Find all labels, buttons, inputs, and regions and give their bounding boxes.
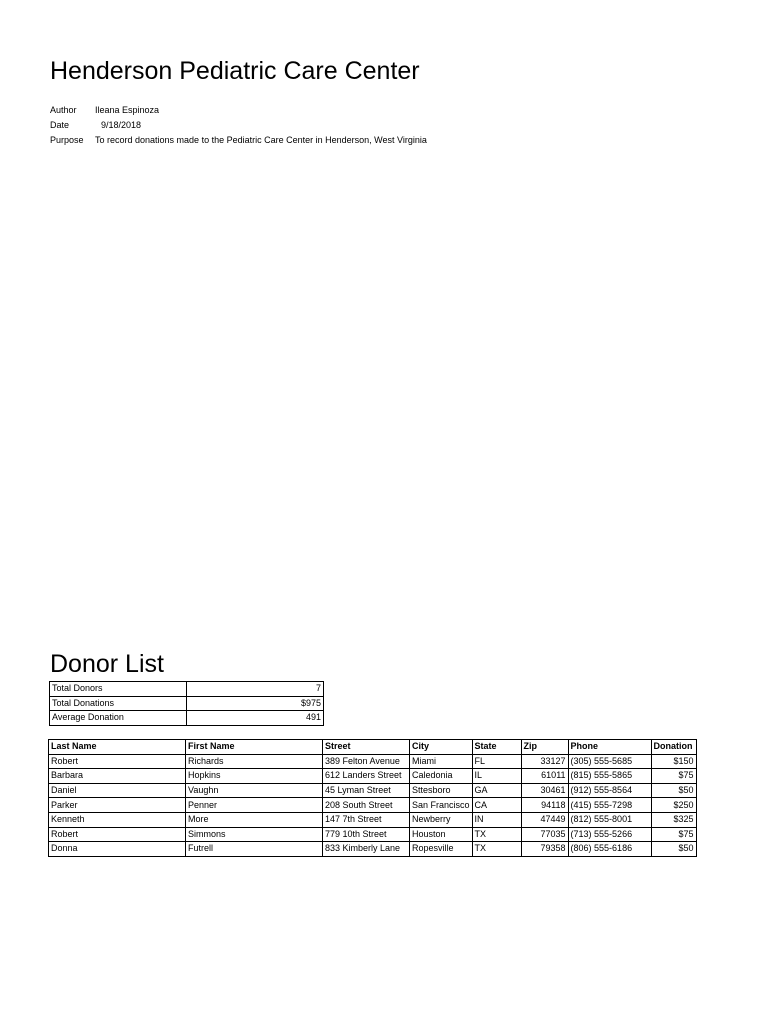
author-value: Ileana Espinoza: [95, 105, 160, 115]
cell-phone[interactable]: (713) 555-5266: [568, 827, 651, 842]
column-header-zip[interactable]: Zip: [521, 740, 568, 755]
date-value: 9/18/2018: [101, 120, 142, 130]
cell-last-name[interactable]: Barbara: [49, 769, 186, 784]
cell-city[interactable]: Caledonia: [410, 769, 473, 784]
cell-state[interactable]: GA: [472, 783, 521, 798]
cell-city[interactable]: Newberry: [410, 812, 473, 827]
cell-first-name[interactable]: Futrell: [186, 842, 323, 857]
cell-last-name[interactable]: Donna: [49, 842, 186, 857]
donor-table-body: [49, 754, 697, 856]
date-label: Date: [50, 120, 70, 130]
cell-street[interactable]: 208 South Street: [323, 798, 410, 813]
document-title: Henderson Pediatric Care Center: [50, 57, 420, 85]
cell-city[interactable]: San Francisco: [410, 798, 473, 813]
cell-phone[interactable]: (305) 555-5685: [568, 754, 651, 769]
cell-zip[interactable]: 47449: [521, 812, 568, 827]
cell-last-name[interactable]: Robert: [49, 827, 186, 842]
column-header-state[interactable]: State: [472, 740, 521, 755]
table-row: [49, 783, 697, 798]
table-row: [49, 827, 697, 842]
cell-street[interactable]: 147 7th Street: [323, 812, 410, 827]
column-header-first-name[interactable]: First Name: [186, 740, 323, 755]
cell-donation[interactable]: $325: [651, 812, 696, 827]
cell-donation[interactable]: $75: [651, 769, 696, 784]
purpose-row: [50, 133, 427, 148]
cell-state[interactable]: CA: [472, 798, 521, 813]
column-header-donation[interactable]: Donation: [651, 740, 696, 755]
cell-state[interactable]: TX: [472, 827, 521, 842]
cell-donation[interactable]: $50: [651, 783, 696, 798]
cell-city[interactable]: Houston: [410, 827, 473, 842]
cell-donation[interactable]: $75: [651, 827, 696, 842]
column-header-phone[interactable]: Phone: [568, 740, 651, 755]
cell-donation[interactable]: $250: [651, 798, 696, 813]
column-header-city[interactable]: City: [410, 740, 473, 755]
cell-zip[interactable]: 77035: [521, 827, 568, 842]
author-label: Author: [50, 105, 77, 115]
summary-row: [50, 696, 324, 711]
cell-first-name[interactable]: Richards: [186, 754, 323, 769]
cell-state[interactable]: TX: [472, 842, 521, 857]
purpose-label: Purpose: [50, 135, 84, 145]
summary-label[interactable]: Average Donation: [50, 711, 187, 726]
author-row: [50, 103, 427, 118]
cell-first-name[interactable]: Simmons: [186, 827, 323, 842]
cell-donation[interactable]: $150: [651, 754, 696, 769]
cell-first-name[interactable]: Penner: [186, 798, 323, 813]
donor-table-header-row: [49, 740, 697, 755]
cell-street[interactable]: 833 Kimberly Lane: [323, 842, 410, 857]
donor-list-title: Donor List: [50, 650, 164, 678]
purpose-value: To record donations made to the Pediatric Care Center in Henderson, West Virginia: [95, 135, 427, 145]
cell-zip[interactable]: 30461: [521, 783, 568, 798]
cell-zip[interactable]: 61011: [521, 769, 568, 784]
summary-row: [50, 682, 324, 697]
column-header-last-name[interactable]: Last Name: [49, 740, 186, 755]
cell-phone[interactable]: (912) 555-8564: [568, 783, 651, 798]
table-row: [49, 812, 697, 827]
cell-phone[interactable]: (806) 555-6186: [568, 842, 651, 857]
date-row: [50, 118, 427, 133]
summary-label[interactable]: Total Donors: [50, 682, 187, 697]
summary-value[interactable]: 7: [187, 682, 324, 697]
column-header-street[interactable]: Street: [323, 740, 410, 755]
summary-table: [49, 681, 324, 726]
cell-city[interactable]: Sttesboro: [410, 783, 473, 798]
table-row: [49, 798, 697, 813]
cell-first-name[interactable]: More: [186, 812, 323, 827]
summary-value[interactable]: 491: [187, 711, 324, 726]
cell-last-name[interactable]: Robert: [49, 754, 186, 769]
cell-state[interactable]: IN: [472, 812, 521, 827]
table-row: [49, 842, 697, 857]
cell-last-name[interactable]: Kenneth: [49, 812, 186, 827]
donor-table: [48, 739, 697, 857]
summary-body: [50, 682, 324, 726]
cell-street[interactable]: 612 Landers Street: [323, 769, 410, 784]
summary-value[interactable]: $975: [187, 696, 324, 711]
cell-city[interactable]: Miami: [410, 754, 473, 769]
cell-street[interactable]: 779 10th Street: [323, 827, 410, 842]
cell-phone[interactable]: (415) 555-7298: [568, 798, 651, 813]
document-metadata: [50, 103, 427, 148]
summary-label[interactable]: Total Donations: [50, 696, 187, 711]
cell-phone[interactable]: (815) 555-5865: [568, 769, 651, 784]
summary-row: [50, 711, 324, 726]
cell-donation[interactable]: $50: [651, 842, 696, 857]
table-row: [49, 769, 697, 784]
cell-state[interactable]: IL: [472, 769, 521, 784]
cell-zip[interactable]: 33127: [521, 754, 568, 769]
cell-first-name[interactable]: Vaughn: [186, 783, 323, 798]
cell-last-name[interactable]: Parker: [49, 798, 186, 813]
cell-street[interactable]: 389 Felton Avenue: [323, 754, 410, 769]
table-row: [49, 754, 697, 769]
cell-city[interactable]: Ropesville: [410, 842, 473, 857]
cell-zip[interactable]: 94118: [521, 798, 568, 813]
cell-state[interactable]: FL: [472, 754, 521, 769]
cell-first-name[interactable]: Hopkins: [186, 769, 323, 784]
cell-last-name[interactable]: Daniel: [49, 783, 186, 798]
cell-zip[interactable]: 79358: [521, 842, 568, 857]
cell-street[interactable]: 45 Lyman Street: [323, 783, 410, 798]
cell-phone[interactable]: (812) 555-8001: [568, 812, 651, 827]
